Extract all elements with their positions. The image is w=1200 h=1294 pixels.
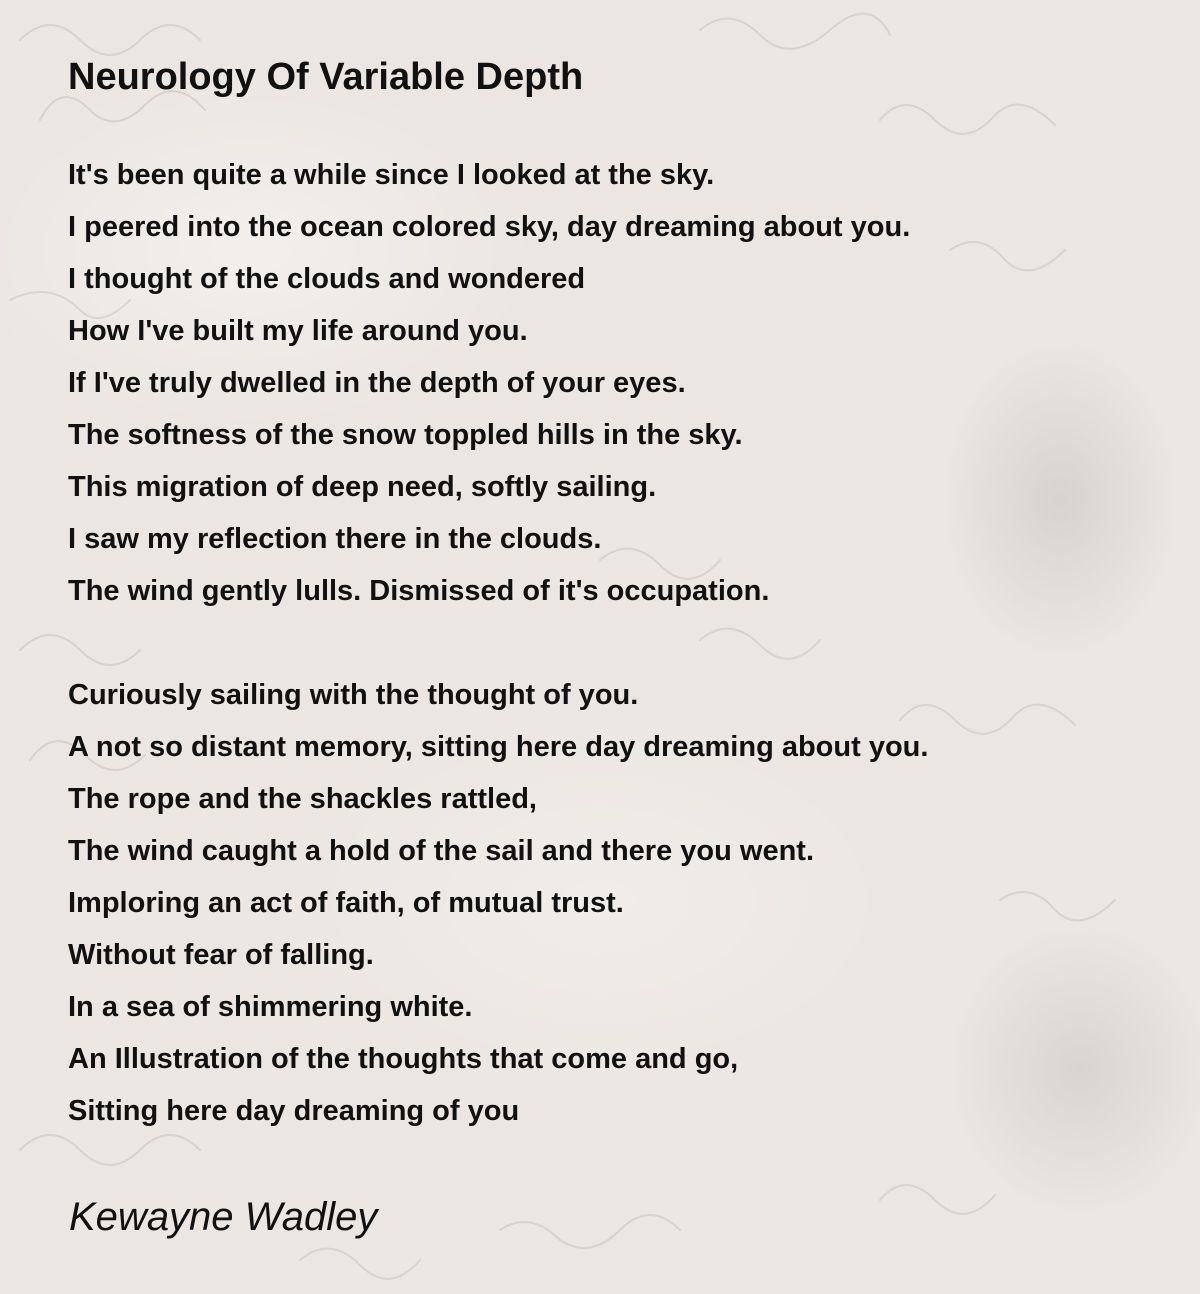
poem-line: In a sea of shimmering white. (68, 991, 473, 1023)
poem-line: The softness of the snow toppled hills in the sky. (68, 419, 743, 451)
poem-line: Curiously sailing with the thought of you. (68, 679, 639, 711)
poem-line: I peered into the ocean colored sky, day dreaming about you. (68, 211, 911, 243)
stanza-1 (68, 149, 910, 617)
poem-line: Sitting here day dreaming of you (68, 1095, 520, 1127)
poem-author: Kewayne Wadley (69, 1195, 378, 1239)
poem-line: I saw my reflection there in the clouds. (68, 523, 602, 555)
poem-line: How I've built my life around you. (68, 315, 528, 347)
poem-line: Imploring an act of faith, of mutual trust. (68, 887, 624, 919)
poem-line: Without fear of falling. (68, 939, 374, 971)
poem-line: The wind caught a hold of the sail and there you went. (68, 835, 814, 867)
poem-line: It's been quite a while since I looked at the sky. (68, 159, 715, 191)
poem-line: I thought of the clouds and wondered (68, 263, 586, 295)
poem-line: The rope and the shackles rattled, (68, 783, 537, 815)
poem-line: If I've truly dwelled in the depth of your eyes. (68, 367, 686, 399)
poem-title: Neurology Of Variable Depth (68, 56, 584, 98)
poem-line: A not so distant memory, sitting here day dreaming about you. (68, 731, 929, 763)
stanza-2 (68, 669, 928, 1137)
poem-line: This migration of deep need, softly sailing. (68, 471, 657, 503)
poem-line: An Illustration of the thoughts that come and go, (68, 1043, 739, 1075)
poem-line: The wind gently lulls. Dismissed of it's occupation. (68, 575, 770, 607)
